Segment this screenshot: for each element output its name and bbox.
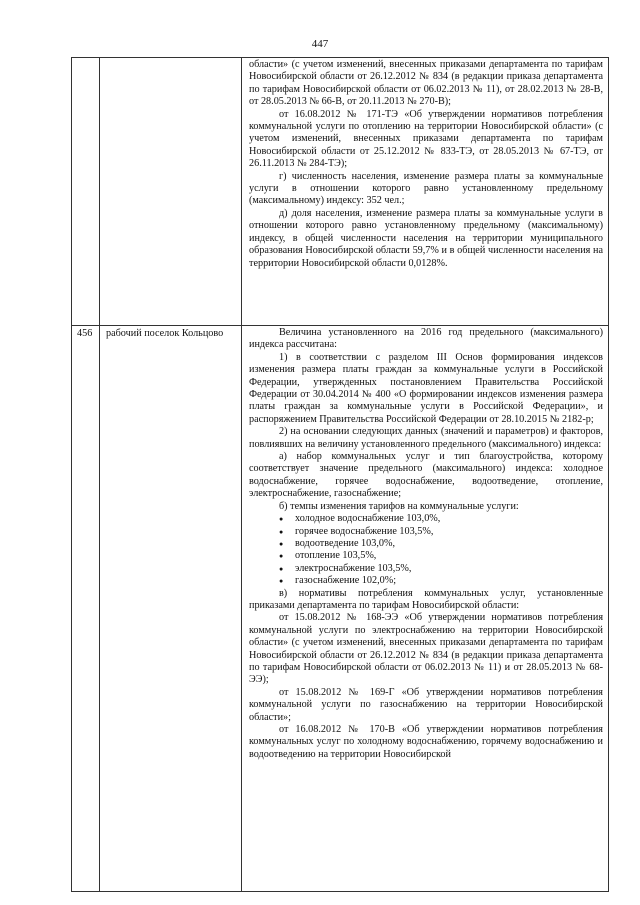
list-item: ● водоотведение 103,0%, bbox=[295, 538, 603, 550]
list-item: ● отопление 103,5%, bbox=[295, 550, 603, 562]
paragraph: 1) в соответствии с разделом III Основ формирования индексов изменения размера платы граждан за коммунальные услуги в Российской Федерации, утвержденных постановлением Правительства Российской Федерации от 30.04.2014 № 400 «О формировании индексов изменения размера платы граждан за коммунальные услуги в Российской Федерации», и распоряжением Правительства Российской Федерации от 28.10.2015 № 2182-р; bbox=[249, 351, 603, 425]
tariff-rate-list bbox=[249, 513, 603, 587]
paragraph: Величина установленного на 2016 год предельного (максимального) индекса рассчитана: bbox=[249, 327, 603, 351]
list-item: ● горячее водоснабжение 103,5%, bbox=[295, 526, 603, 538]
list-item: ● электроснабжение 103,5%, bbox=[295, 563, 603, 575]
paragraph: от 15.08.2012 № 169-Г «Об утверждении нормативов потребления коммунальной услуги по газоснабжению на территории Новосибирской области»; bbox=[249, 686, 603, 723]
paragraph: г) численность населения, изменение размера платы за коммунальные услуги в отношении которого равно установленному предельному (максимальному) индексу: 352 чел.; bbox=[249, 170, 603, 207]
paragraph: д) доля населения, изменение размера платы за коммунальные услуги в отношении которого равно установленному предельному (максимальному) индексу, в общей численности населения на территории муниципального образования Новосибирской области 59,7% и в общей численности населения на территории Новосибирской области 0,0128%. bbox=[249, 207, 603, 269]
paragraph: в) нормативы потребления коммунальных услуг, установленные приказами департамента по тарифам Новосибирской области: bbox=[249, 587, 603, 611]
paragraph: от 15.08.2012 № 168-ЭЭ «Об утверждении нормативов потребления коммунальной услуги по электроснабжению на территории Новосибирской области» (с учетом изменений, внесенных приказами департамента по тарифам Новосибирской области от 26.12.2012 № 834 (в редакции приказа департамента по тарифам Новосибирской области от 06.02.2013 № 11) и от 28.05.2013 № 68-ЭЭ); bbox=[249, 612, 603, 686]
paragraph: от 16.08.2012 № 170-В «Об утверждении нормативов потребления коммунальных услуг по холодному водоснабжению, горячему водоснабжению и водоотведению на территории Новосибирской bbox=[249, 724, 603, 760]
paragraph: б) темпы изменения тарифов на коммунальные услуги: bbox=[279, 500, 519, 512]
paragraph: 2) на основании следующих данных (значений и параметров) и факторов, повлиявших на величину установленного предельного (максимального) индекса: bbox=[249, 426, 603, 450]
paragraph: от 16.08.2012 № 171-ТЭ «Об утверждении нормативов потребления коммунальной услуги по отоплению на территории Новосибирской области» (с учетом изменений, внесенных приказами департамента по тарифам Новосибирской области от 25.12.2012 № 833-ТЭ, от 28.05.2013 № 67-ТЭ, от 26.11.2013 № 284-ТЭ); bbox=[249, 108, 603, 170]
table-row bbox=[72, 58, 609, 326]
municipality-name: рабочий поселок Кольцово bbox=[100, 326, 242, 892]
description-cell bbox=[242, 58, 609, 326]
page-number: 447 bbox=[311, 38, 329, 50]
paragraph: а) набор коммунальных услуг и тип благоустройства, которому соответствует значение предельного (максимального) индекса: холодное водоснабжение, горячее водоснабжение, водоотведение, отопление, электроснабжение, газоснабжение; bbox=[249, 451, 603, 500]
list-item: ● газоснабжение 102,0%; bbox=[295, 575, 603, 587]
document-table bbox=[71, 57, 609, 892]
paragraph: области» (с учетом изменений, внесенных приказами департамента по тарифам Новосибирской области от 26.12.2012 № 834 (в редакции приказа департамента по тарифам Новосибирской области от 06.02.2013 № 11), от 28.02.2013 № 28-В, от 28.05.2013 № 66-В, от 20.11.2013 № 270-В); bbox=[249, 59, 603, 108]
list-item: ● холодное водоснабжение 103,0%, bbox=[295, 513, 603, 525]
municipality-name bbox=[100, 58, 242, 326]
row-number: 456 bbox=[72, 326, 100, 892]
table-row bbox=[72, 326, 609, 892]
description-cell bbox=[242, 326, 609, 892]
row-number bbox=[72, 58, 100, 326]
